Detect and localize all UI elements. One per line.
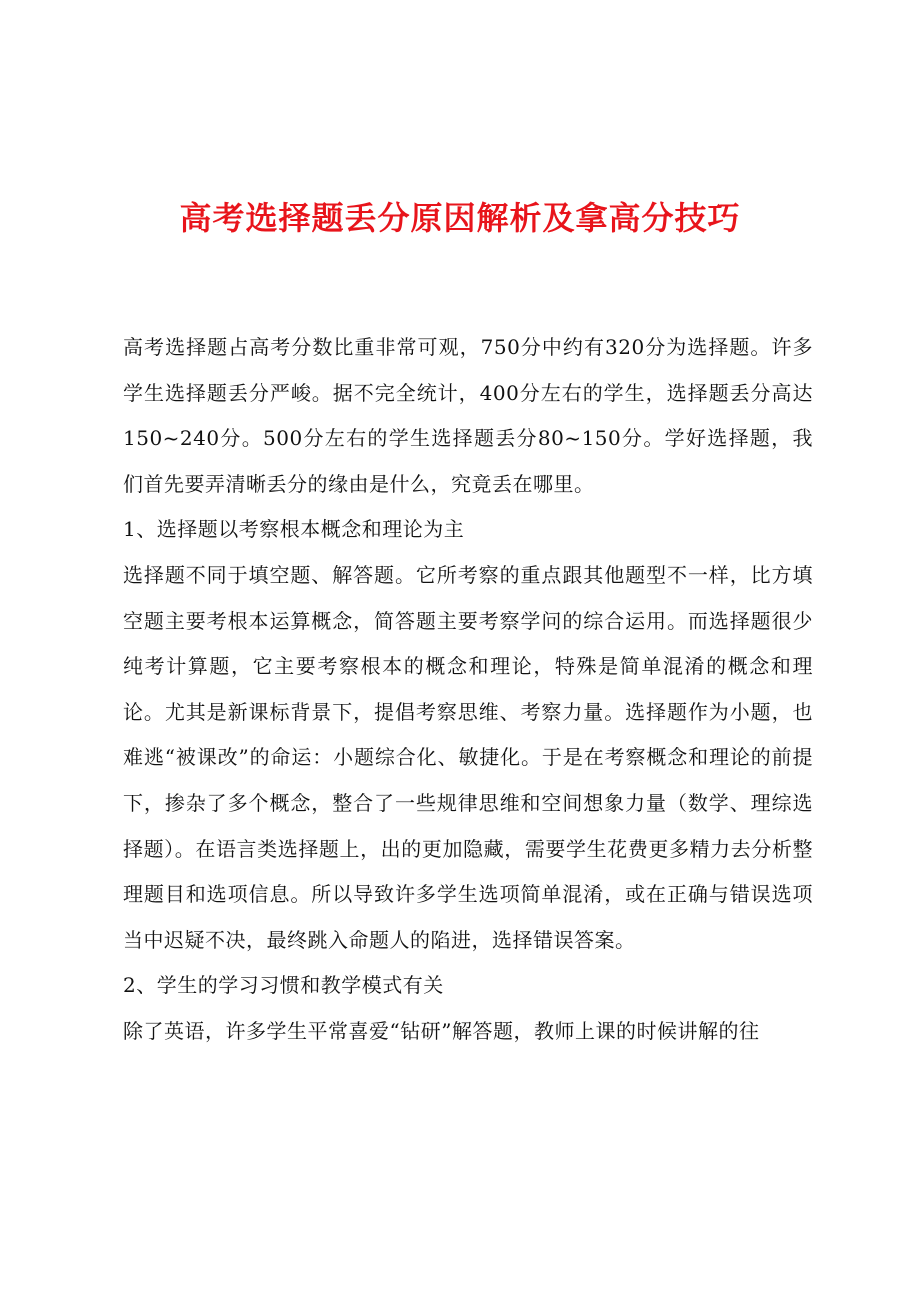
section-heading-2: 2、学生的学习习惯和教学模式有关 [123, 973, 444, 998]
intro-paragraph: 高考选择题占高考分数比重非常可观，750分中约有320分为选择题。许多学生选择题丢分严峻。据不完全统计，400分左右的学生，选择题丢分高达150~240分。500分左右的学生选择题丢分80~150分。学好选择题，我们首先要弄清晰丢分的缘由是什么，究竟丢在哪里。 [123, 335, 813, 496]
section-body-1: 选择题不同于填空题、解答题。它所考察的重点跟其他题型不一样，比方填空题主要考根本运算概念，简答题主要考察学问的综合运用。而选择题很少纯考计算题，它主要考察根本的概念和理论，特殊是简单混淆的概念和理论。尤其是新课标背景下，提倡考察思维、考察力量。选择题作为小题，也难逃“被课改”的命运：小题综合化、敏捷化。于是在考察概念和理论的前提下，掺杂了多个概念，整合了一些规律思维和空间想象力量（数学、理综选择题）。在语言类选择题上，出的更加隐藏，需要学生花费更多精力去分析整理题目和选项信息。所以导致许多学生选项简单混淆，或在正确与错误选项当中迟疑不决，最终跳入命题人的陷进，选择错误答案。 [123, 562, 813, 952]
section-body-2: 除了英语，许多学生平常喜爱“钻研”解答题，教师上课的时候讲解的往 [123, 1018, 760, 1043]
document-body [123, 325, 813, 1055]
section-heading-1: 1、选择题以考察根本概念和理论为主 [123, 517, 465, 542]
document-title: 高考选择题丢分原因解析及拿高分技巧 [179, 199, 741, 237]
